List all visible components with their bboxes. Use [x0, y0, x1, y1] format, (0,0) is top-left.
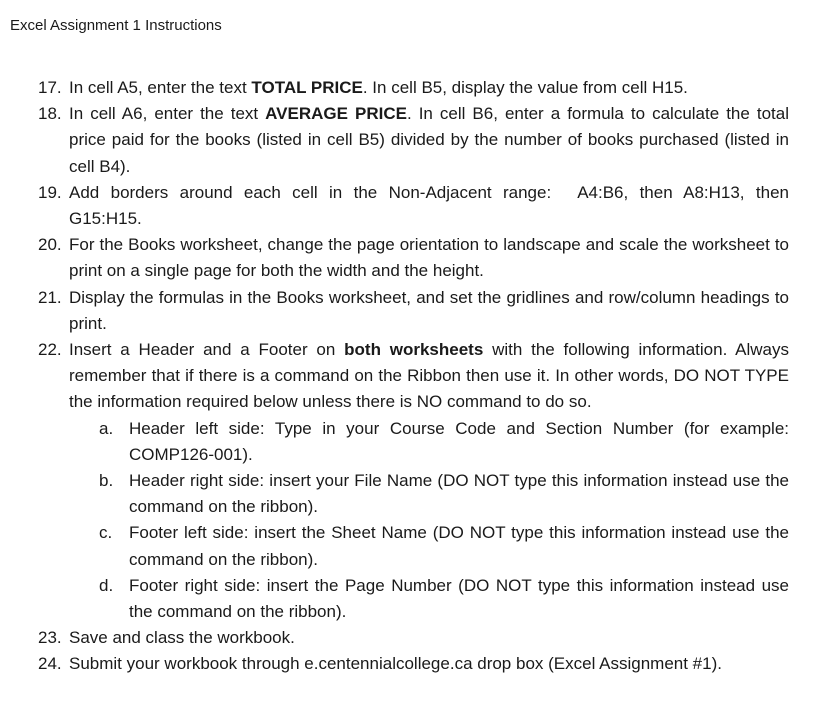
subitem-letter: d.: [99, 575, 114, 595]
document-title: Excel Assignment 1 Instructions: [10, 17, 222, 34]
item-text: Save and class the workbook.: [69, 628, 295, 648]
instruction-subitem-d: [0, 573, 789, 625]
item-number: 23.: [38, 628, 62, 648]
subitem-letter: a.: [99, 418, 114, 438]
item-number: 22.: [38, 340, 62, 360]
instruction-item-22: [0, 337, 789, 416]
item-number: 19.: [38, 182, 62, 202]
instruction-subitem-c: [0, 520, 789, 572]
item-text: . In cell B5, display the value from cell H15.: [362, 78, 688, 97]
subitem-text: Header left side: Type in your Course Code and Section Number (for example: COMP126-001).: [129, 418, 789, 464]
instruction-list: [0, 75, 823, 678]
instruction-item-20: [0, 232, 789, 284]
item-text: Submit your workbook through e.centennialcollege.ca drop box (Excel Assignment #1).: [69, 654, 722, 674]
subitem-text: Footer right side: insert the Page Number (DO NOT type this information instead use the command on the ribbon).: [129, 575, 789, 622]
item-number: 21.: [38, 287, 62, 307]
instruction-subitem-b: [0, 468, 789, 520]
subitem-text: Footer left side: insert the Sheet Name (DO NOT type this information instead use the command on the ribbon).: [129, 523, 789, 569]
item-number: 17.: [38, 78, 62, 97]
item-number: 20.: [38, 235, 62, 255]
item-text: Add borders around each cell in the Non-Adjacent range:: [69, 182, 552, 202]
instruction-subitem-a: [0, 416, 789, 468]
instruction-item-18: [0, 101, 789, 180]
subitem-text: Header right side: insert your File Name (DO NOT type this information instead use the command on the ribbon).: [129, 471, 789, 517]
item-text: . In cell B6, enter a formula to calculate the total price paid for the books (listed in cell B5) divided by the number of books purchased (listed in cell B4).: [69, 104, 789, 176]
instruction-item-21: [0, 285, 789, 337]
subitem-letter: b.: [99, 471, 114, 491]
item-text: A4:B6, then A8:H13, then G15:H15.: [69, 182, 789, 229]
item-text: Display the formulas in the Books worksheet, and set the gridlines and row/column headings to print.: [69, 287, 789, 333]
item-text: For the Books worksheet, change the page orientation to landscape and scale the worksheet to print on a single page for both the width and the height.: [69, 235, 789, 281]
item-text-bold: TOTAL PRICE: [251, 78, 363, 97]
subitem-letter: c.: [99, 523, 113, 543]
item-number: 18.: [38, 104, 62, 124]
item-text-bold: AVERAGE PRICE: [265, 104, 407, 124]
item-text-bold: both worksheets: [344, 340, 484, 360]
item-text: with the following information. Always remember that if there is a command on the Ribbon then use it. In other words, DO NOT TYPE the information required below unless there is NO command to do so.: [69, 340, 789, 412]
item-text: In cell A5, enter the text: [69, 78, 252, 97]
item-text: Insert a Header and a Footer on: [69, 340, 345, 360]
instruction-item-19: [0, 180, 789, 232]
instruction-item-17: [0, 75, 789, 101]
item-number: 24.: [38, 654, 62, 674]
instruction-item-24: [0, 651, 789, 677]
item-text: In cell A6, enter the text: [69, 104, 266, 124]
instruction-item-23: [0, 625, 789, 651]
